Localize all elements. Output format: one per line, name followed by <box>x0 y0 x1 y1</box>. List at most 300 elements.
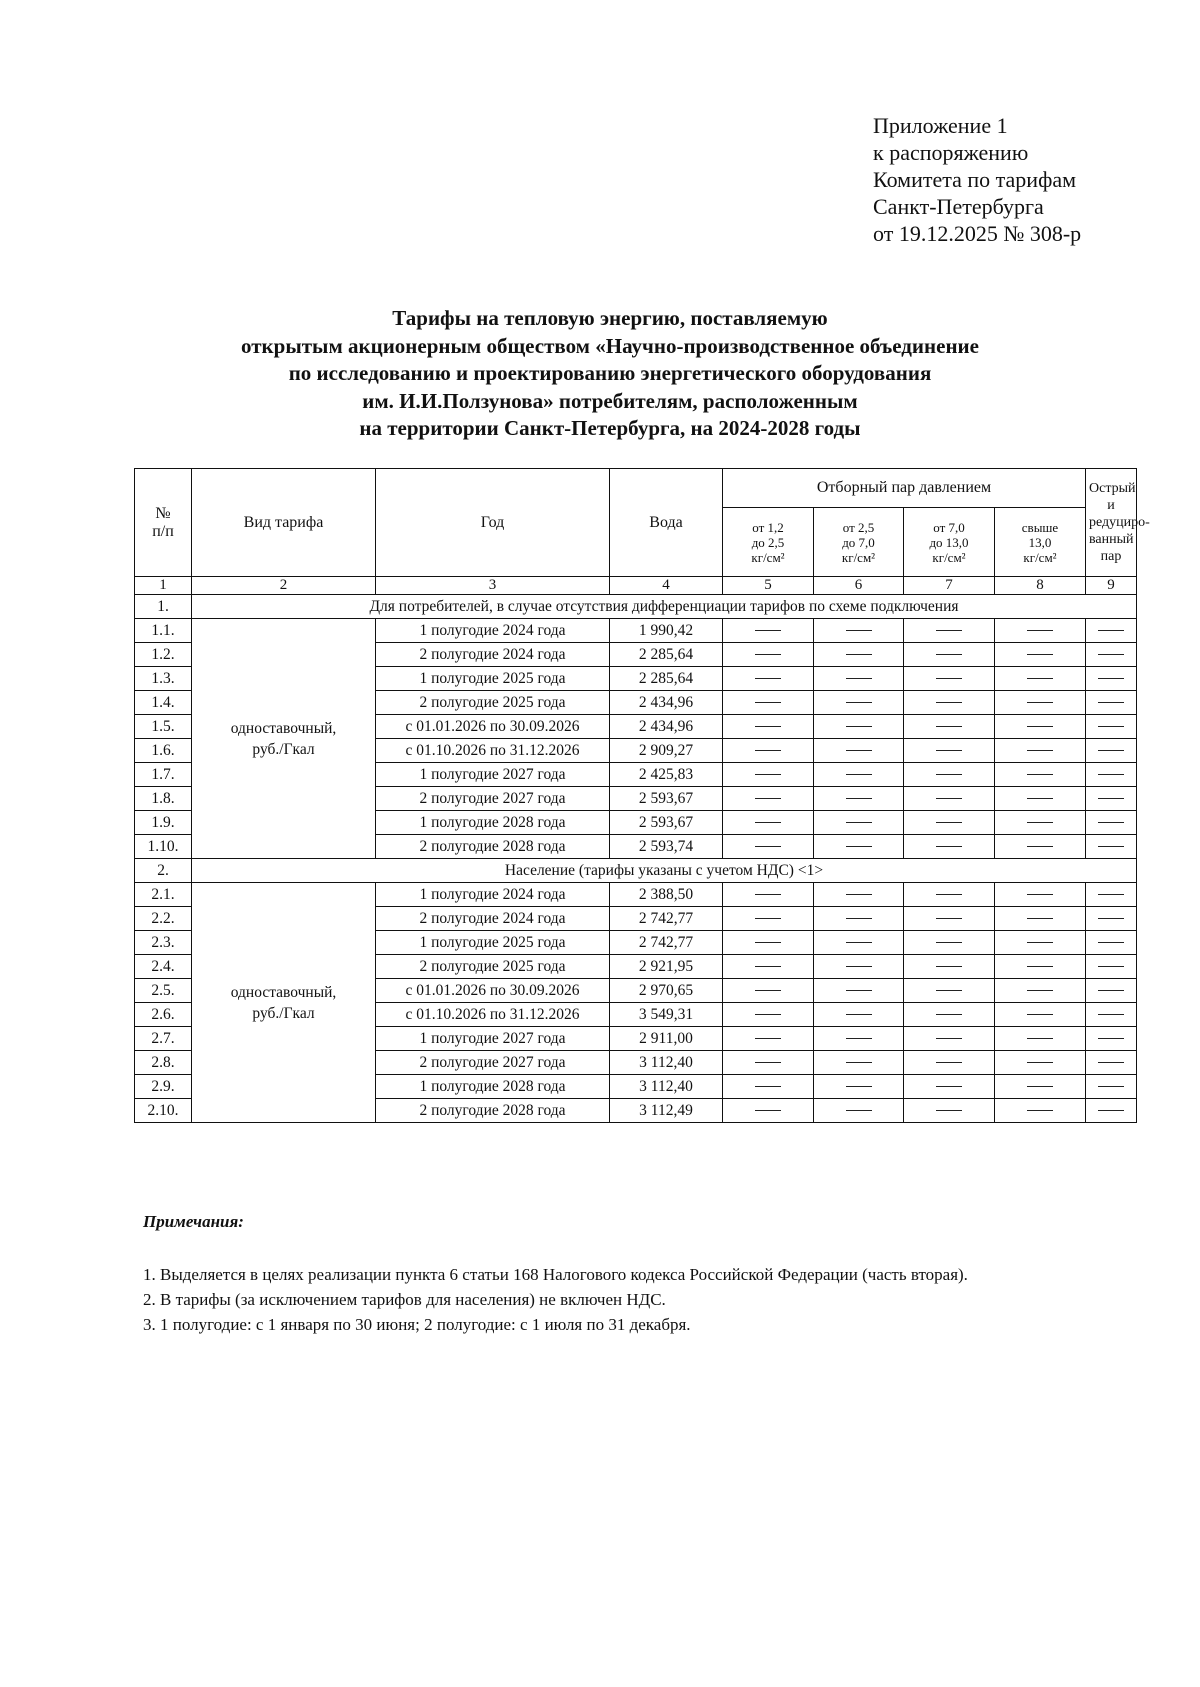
dash-mark <box>936 1086 962 1087</box>
empty-tariff-cell <box>723 1099 814 1123</box>
header-year: Год <box>376 469 610 577</box>
empty-tariff-cell <box>995 907 1086 931</box>
row-number: 1.1. <box>135 619 192 643</box>
empty-tariff-cell <box>995 643 1086 667</box>
dash-mark <box>846 1086 872 1087</box>
dash-mark <box>755 774 781 775</box>
dash-mark <box>936 726 962 727</box>
empty-tariff-cell <box>723 931 814 955</box>
dash-mark <box>1027 894 1053 895</box>
dash-mark <box>755 846 781 847</box>
dash-mark <box>1098 894 1124 895</box>
dash-mark <box>1027 918 1053 919</box>
empty-tariff-cell <box>814 1027 904 1051</box>
tariff-table-body <box>135 595 1137 1123</box>
note-item: 3. 1 полугодие: с 1 января по 30 июня; 2 полугодие: с 1 июля по 31 декабря. <box>143 1315 691 1334</box>
dash-mark <box>1098 918 1124 919</box>
column-number: 8 <box>995 577 1086 595</box>
dash-mark <box>1027 990 1053 991</box>
dash-mark <box>1027 1086 1053 1087</box>
dash-mark <box>1027 1014 1053 1015</box>
empty-tariff-cell <box>814 643 904 667</box>
dash-mark <box>1027 846 1053 847</box>
tariff-type-line: руб./Гкал <box>252 1004 315 1022</box>
row-number: 1.8. <box>135 787 192 811</box>
column-number: 4 <box>610 577 723 595</box>
empty-tariff-cell <box>904 787 995 811</box>
empty-tariff-cell <box>814 1099 904 1123</box>
year-cell: с 01.10.2026 по 31.12.2026 <box>376 1003 610 1027</box>
row-number: 1.4. <box>135 691 192 715</box>
notes-list <box>143 1262 968 1337</box>
empty-tariff-cell <box>814 979 904 1003</box>
empty-tariff-cell <box>1086 715 1137 739</box>
dash-mark <box>846 966 872 967</box>
water-tariff-cell: 2 285,64 <box>610 643 723 667</box>
title-line: по исследованию и проектированию энергетического оборудования <box>288 361 932 385</box>
tariff-table <box>134 468 1150 1123</box>
dash-mark <box>755 1110 781 1111</box>
row-number: 2.6. <box>135 1003 192 1027</box>
empty-tariff-cell <box>723 1003 814 1027</box>
empty-tariff-cell <box>814 1075 904 1099</box>
dash-mark <box>1027 678 1053 679</box>
dash-mark <box>755 1014 781 1015</box>
row-number: 2.2. <box>135 907 192 931</box>
empty-tariff-cell <box>814 1003 904 1027</box>
empty-tariff-cell <box>814 1051 904 1075</box>
dash-mark <box>846 894 872 895</box>
empty-tariff-cell <box>723 835 814 859</box>
empty-tariff-cell <box>1086 619 1137 643</box>
empty-tariff-cell <box>814 883 904 907</box>
dash-mark <box>755 798 781 799</box>
empty-tariff-cell <box>723 667 814 691</box>
dash-mark <box>846 990 872 991</box>
dash-mark <box>1098 774 1124 775</box>
empty-tariff-cell <box>1086 979 1137 1003</box>
empty-tariff-cell <box>904 691 995 715</box>
empty-tariff-cell <box>904 931 995 955</box>
year-cell: 2 полугодие 2028 года <box>376 835 610 859</box>
row-number: 1.2. <box>135 643 192 667</box>
year-cell: 1 полугодие 2024 года <box>376 619 610 643</box>
table-row <box>135 883 1137 907</box>
dash-mark <box>1098 1086 1124 1087</box>
dash-mark <box>846 798 872 799</box>
year-cell: с 01.01.2026 по 30.09.2026 <box>376 715 610 739</box>
empty-tariff-cell <box>995 763 1086 787</box>
water-tariff-cell: 2 593,74 <box>610 835 723 859</box>
empty-tariff-cell <box>814 619 904 643</box>
tariff-type-line: руб./Гкал <box>252 740 315 758</box>
title-line: Тарифы на тепловую энергию, поставляемую <box>392 306 828 330</box>
tariff-type-cell <box>192 619 376 859</box>
water-tariff-cell: 2 742,77 <box>610 907 723 931</box>
empty-tariff-cell <box>995 787 1086 811</box>
dash-mark <box>846 1062 872 1063</box>
header-steam-2: от 2,5 до 7,0 кг/см² <box>814 508 904 577</box>
dash-mark <box>1027 702 1053 703</box>
year-cell: 2 полугодие 2027 года <box>376 1051 610 1075</box>
empty-tariff-cell <box>814 667 904 691</box>
empty-tariff-cell <box>1086 763 1137 787</box>
empty-tariff-cell <box>1086 1051 1137 1075</box>
empty-tariff-cell <box>995 1027 1086 1051</box>
water-tariff-cell: 3 549,31 <box>610 1003 723 1027</box>
dash-mark <box>936 966 962 967</box>
dash-mark <box>1098 1014 1124 1015</box>
appendix-line: к распоряжению <box>873 140 1029 165</box>
section-row <box>135 859 1137 883</box>
row-number: 1.6. <box>135 739 192 763</box>
dash-mark <box>1027 1038 1053 1039</box>
row-number: 2.10. <box>135 1099 192 1123</box>
empty-tariff-cell <box>995 739 1086 763</box>
empty-tariff-cell <box>904 1003 995 1027</box>
empty-tariff-cell <box>1086 1075 1137 1099</box>
empty-tariff-cell <box>814 787 904 811</box>
empty-tariff-cell <box>723 1051 814 1075</box>
empty-tariff-cell <box>1086 643 1137 667</box>
empty-tariff-cell <box>904 667 995 691</box>
empty-tariff-cell <box>723 979 814 1003</box>
empty-tariff-cell <box>1086 1003 1137 1027</box>
header-num: № п/п <box>135 469 192 577</box>
water-tariff-cell: 2 593,67 <box>610 787 723 811</box>
dash-mark <box>936 894 962 895</box>
empty-tariff-cell <box>904 907 995 931</box>
empty-tariff-cell <box>723 763 814 787</box>
empty-tariff-cell <box>995 667 1086 691</box>
empty-tariff-cell <box>723 955 814 979</box>
title-line: на территории Санкт-Петербурга, на 2024-2028 годы <box>359 416 861 440</box>
column-number: 9 <box>1086 577 1137 595</box>
row-number: 2.7. <box>135 1027 192 1051</box>
header-tariff-type: Вид тарифа <box>192 469 376 577</box>
row-number: 1.7. <box>135 763 192 787</box>
year-cell: 2 полугодие 2025 года <box>376 955 610 979</box>
title-line: им. И.И.Ползунова» потребителям, расположенным <box>362 388 858 413</box>
water-tariff-cell: 1 990,42 <box>610 619 723 643</box>
empty-tariff-cell <box>814 955 904 979</box>
water-tariff-cell: 2 425,83 <box>610 763 723 787</box>
dash-mark <box>936 1014 962 1015</box>
column-number: 1 <box>135 577 192 595</box>
row-number: 1.9. <box>135 811 192 835</box>
dash-mark <box>1027 726 1053 727</box>
empty-tariff-cell <box>904 979 995 1003</box>
dash-mark <box>1098 630 1124 631</box>
empty-tariff-cell <box>723 811 814 835</box>
empty-tariff-cell <box>904 811 995 835</box>
dash-mark <box>1098 1038 1124 1039</box>
document-title <box>150 305 1070 443</box>
year-cell: 2 полугодие 2024 года <box>376 643 610 667</box>
section-row <box>135 595 1137 619</box>
dash-mark <box>755 990 781 991</box>
dash-mark <box>936 1062 962 1063</box>
dash-mark <box>1098 942 1124 943</box>
year-cell: с 01.10.2026 по 31.12.2026 <box>376 739 610 763</box>
empty-tariff-cell <box>904 619 995 643</box>
empty-tariff-cell <box>904 883 995 907</box>
row-number: 1.5. <box>135 715 192 739</box>
dash-mark <box>755 678 781 679</box>
dash-mark <box>846 774 872 775</box>
section-title: Для потребителей, в случае отсутствия дифференциации тарифов по схеме подключения <box>192 595 1137 619</box>
section-number: 2. <box>135 859 192 883</box>
year-cell: 1 полугодие 2027 года <box>376 763 610 787</box>
dash-mark <box>755 726 781 727</box>
dash-mark <box>936 1110 962 1111</box>
empty-tariff-cell <box>723 619 814 643</box>
empty-tariff-cell <box>814 739 904 763</box>
dash-mark <box>936 846 962 847</box>
tariff-type-line: одноставочный, <box>230 719 337 737</box>
empty-tariff-cell <box>995 811 1086 835</box>
water-tariff-cell: 3 112,49 <box>610 1099 723 1123</box>
dash-mark <box>755 1062 781 1063</box>
dash-mark <box>1027 1110 1053 1111</box>
empty-tariff-cell <box>904 835 995 859</box>
dash-mark <box>846 702 872 703</box>
appendix-line: Санкт-Петербурга <box>873 194 1044 219</box>
tariff-type-line: одноставочный, <box>230 983 337 1001</box>
dash-mark <box>846 678 872 679</box>
dash-mark <box>1098 966 1124 967</box>
empty-tariff-cell <box>995 931 1086 955</box>
dash-mark <box>846 918 872 919</box>
dash-mark <box>1098 1062 1124 1063</box>
appendix-block <box>873 112 1081 247</box>
dash-mark <box>846 654 872 655</box>
dash-mark <box>936 1038 962 1039</box>
dash-mark <box>755 1086 781 1087</box>
dash-mark <box>755 894 781 895</box>
year-cell: 2 полугодие 2028 года <box>376 1099 610 1123</box>
dash-mark <box>1098 702 1124 703</box>
water-tariff-cell: 2 921,95 <box>610 955 723 979</box>
dash-mark <box>1098 1110 1124 1111</box>
header-sharp-steam: Острый и редуциро- ванный пар <box>1086 469 1137 577</box>
empty-tariff-cell <box>723 715 814 739</box>
empty-tariff-cell <box>814 931 904 955</box>
dash-mark <box>1027 774 1053 775</box>
year-cell: 2 полугодие 2025 года <box>376 691 610 715</box>
note-item: 1. Выделяется в целях реализации пункта 6 статьи 168 Налогового кодекса Российской Федерации (часть вторая). <box>143 1265 968 1284</box>
column-number: 2 <box>192 577 376 595</box>
year-cell: 1 полугодие 2025 года <box>376 667 610 691</box>
water-tariff-cell: 2 434,96 <box>610 715 723 739</box>
header-steam-3: от 7,0 до 13,0 кг/см² <box>904 508 995 577</box>
section-title: Население (тарифы указаны с учетом НДС) <1> <box>192 859 1137 883</box>
empty-tariff-cell <box>995 1099 1086 1123</box>
dash-mark <box>1027 750 1053 751</box>
row-number: 2.5. <box>135 979 192 1003</box>
year-cell: 1 полугодие 2027 года <box>376 1027 610 1051</box>
empty-tariff-cell <box>995 691 1086 715</box>
water-tariff-cell: 2 388,50 <box>610 883 723 907</box>
dash-mark <box>936 990 962 991</box>
empty-tariff-cell <box>995 979 1086 1003</box>
empty-tariff-cell <box>1086 907 1137 931</box>
dash-mark <box>1027 942 1053 943</box>
dash-mark <box>1027 966 1053 967</box>
dash-mark <box>846 942 872 943</box>
empty-tariff-cell <box>1086 1099 1137 1123</box>
water-tariff-cell: 3 112,40 <box>610 1075 723 1099</box>
empty-tariff-cell <box>1086 1027 1137 1051</box>
water-tariff-cell: 2 434,96 <box>610 691 723 715</box>
dash-mark <box>755 918 781 919</box>
empty-tariff-cell <box>1086 883 1137 907</box>
dash-mark <box>1098 750 1124 751</box>
appendix-line: от 19.12.2025 № 308-р <box>873 221 1082 246</box>
dash-mark <box>846 750 872 751</box>
dash-mark <box>1098 822 1124 823</box>
empty-tariff-cell <box>814 715 904 739</box>
dash-mark <box>846 822 872 823</box>
title-line: открытым акционерным обществом «Научно-производственное объединение <box>241 333 979 358</box>
note-item: 2. В тарифы (за исключением тарифов для населения) не включен НДС. <box>143 1290 666 1309</box>
row-number: 1.3. <box>135 667 192 691</box>
empty-tariff-cell <box>1086 931 1137 955</box>
dash-mark <box>755 654 781 655</box>
water-tariff-cell: 2 285,64 <box>610 667 723 691</box>
empty-tariff-cell <box>1086 835 1137 859</box>
row-number: 2.1. <box>135 883 192 907</box>
empty-tariff-cell <box>995 955 1086 979</box>
header-water: Вода <box>610 469 723 577</box>
empty-tariff-cell <box>814 763 904 787</box>
empty-tariff-cell <box>1086 787 1137 811</box>
dash-mark <box>936 822 962 823</box>
year-cell: 1 полугодие 2028 года <box>376 811 610 835</box>
dash-mark <box>936 630 962 631</box>
empty-tariff-cell <box>995 835 1086 859</box>
empty-tariff-cell <box>995 715 1086 739</box>
dash-mark <box>1098 678 1124 679</box>
water-tariff-cell: 2 742,77 <box>610 931 723 955</box>
appendix-line: Комитета по тарифам <box>873 167 1077 192</box>
empty-tariff-cell <box>1086 667 1137 691</box>
empty-tariff-cell <box>723 739 814 763</box>
empty-tariff-cell <box>904 739 995 763</box>
year-cell: 2 полугодие 2024 года <box>376 907 610 931</box>
dash-mark <box>846 1038 872 1039</box>
empty-tariff-cell <box>814 907 904 931</box>
year-cell: 1 полугодие 2025 года <box>376 931 610 955</box>
dash-mark <box>755 750 781 751</box>
empty-tariff-cell <box>1086 955 1137 979</box>
water-tariff-cell: 2 909,27 <box>610 739 723 763</box>
water-tariff-cell: 2 970,65 <box>610 979 723 1003</box>
column-number: 5 <box>723 577 814 595</box>
empty-tariff-cell <box>995 1075 1086 1099</box>
section-number: 1. <box>135 595 192 619</box>
empty-tariff-cell <box>995 619 1086 643</box>
dash-mark <box>755 702 781 703</box>
dash-mark <box>846 630 872 631</box>
empty-tariff-cell <box>814 691 904 715</box>
dash-mark <box>1027 798 1053 799</box>
dash-mark <box>936 774 962 775</box>
dash-mark <box>755 942 781 943</box>
dash-mark <box>1027 654 1053 655</box>
empty-tariff-cell <box>904 1051 995 1075</box>
empty-tariff-cell <box>723 907 814 931</box>
dash-mark <box>846 1014 872 1015</box>
dash-mark <box>936 918 962 919</box>
year-cell: 2 полугодие 2027 года <box>376 787 610 811</box>
empty-tariff-cell <box>1086 691 1137 715</box>
row-number: 2.3. <box>135 931 192 955</box>
year-cell: с 01.01.2026 по 30.09.2026 <box>376 979 610 1003</box>
dash-mark <box>755 966 781 967</box>
empty-tariff-cell <box>904 1075 995 1099</box>
empty-tariff-cell <box>904 715 995 739</box>
header-steam-4: свыше 13,0 кг/см² <box>995 508 1086 577</box>
notes-heading: Примечания: <box>143 1212 244 1231</box>
dash-mark <box>1098 846 1124 847</box>
dash-mark <box>755 1038 781 1039</box>
dash-mark <box>1027 1062 1053 1063</box>
empty-tariff-cell <box>723 691 814 715</box>
column-number: 7 <box>904 577 995 595</box>
empty-tariff-cell <box>995 1003 1086 1027</box>
row-number: 2.9. <box>135 1075 192 1099</box>
empty-tariff-cell <box>904 1099 995 1123</box>
empty-tariff-cell <box>904 1027 995 1051</box>
table-row <box>135 619 1137 643</box>
dash-mark <box>936 702 962 703</box>
dash-mark <box>755 630 781 631</box>
empty-tariff-cell <box>723 643 814 667</box>
empty-tariff-cell <box>1086 811 1137 835</box>
empty-tariff-cell <box>904 955 995 979</box>
dash-mark <box>936 798 962 799</box>
dash-mark <box>1098 990 1124 991</box>
dash-mark <box>936 654 962 655</box>
empty-tariff-cell <box>814 835 904 859</box>
row-number: 2.4. <box>135 955 192 979</box>
empty-tariff-cell <box>723 883 814 907</box>
dash-mark <box>846 846 872 847</box>
dash-mark <box>1027 822 1053 823</box>
empty-tariff-cell <box>995 883 1086 907</box>
dash-mark <box>936 678 962 679</box>
year-cell: 1 полугодие 2024 года <box>376 883 610 907</box>
empty-tariff-cell <box>723 787 814 811</box>
empty-tariff-cell <box>723 1075 814 1099</box>
dash-mark <box>1027 630 1053 631</box>
column-number: 6 <box>814 577 904 595</box>
column-numbers-row <box>135 577 1137 595</box>
row-number: 2.8. <box>135 1051 192 1075</box>
dash-mark <box>846 1110 872 1111</box>
water-tariff-cell: 2 911,00 <box>610 1027 723 1051</box>
year-cell: 1 полугодие 2028 года <box>376 1075 610 1099</box>
tariff-type-cell <box>192 883 376 1123</box>
water-tariff-cell: 2 593,67 <box>610 811 723 835</box>
header-steam-1: от 1,2 до 2,5 кг/см² <box>723 508 814 577</box>
empty-tariff-cell <box>814 811 904 835</box>
dash-mark <box>936 942 962 943</box>
dash-mark <box>936 750 962 751</box>
empty-tariff-cell <box>995 1051 1086 1075</box>
dash-mark <box>755 822 781 823</box>
